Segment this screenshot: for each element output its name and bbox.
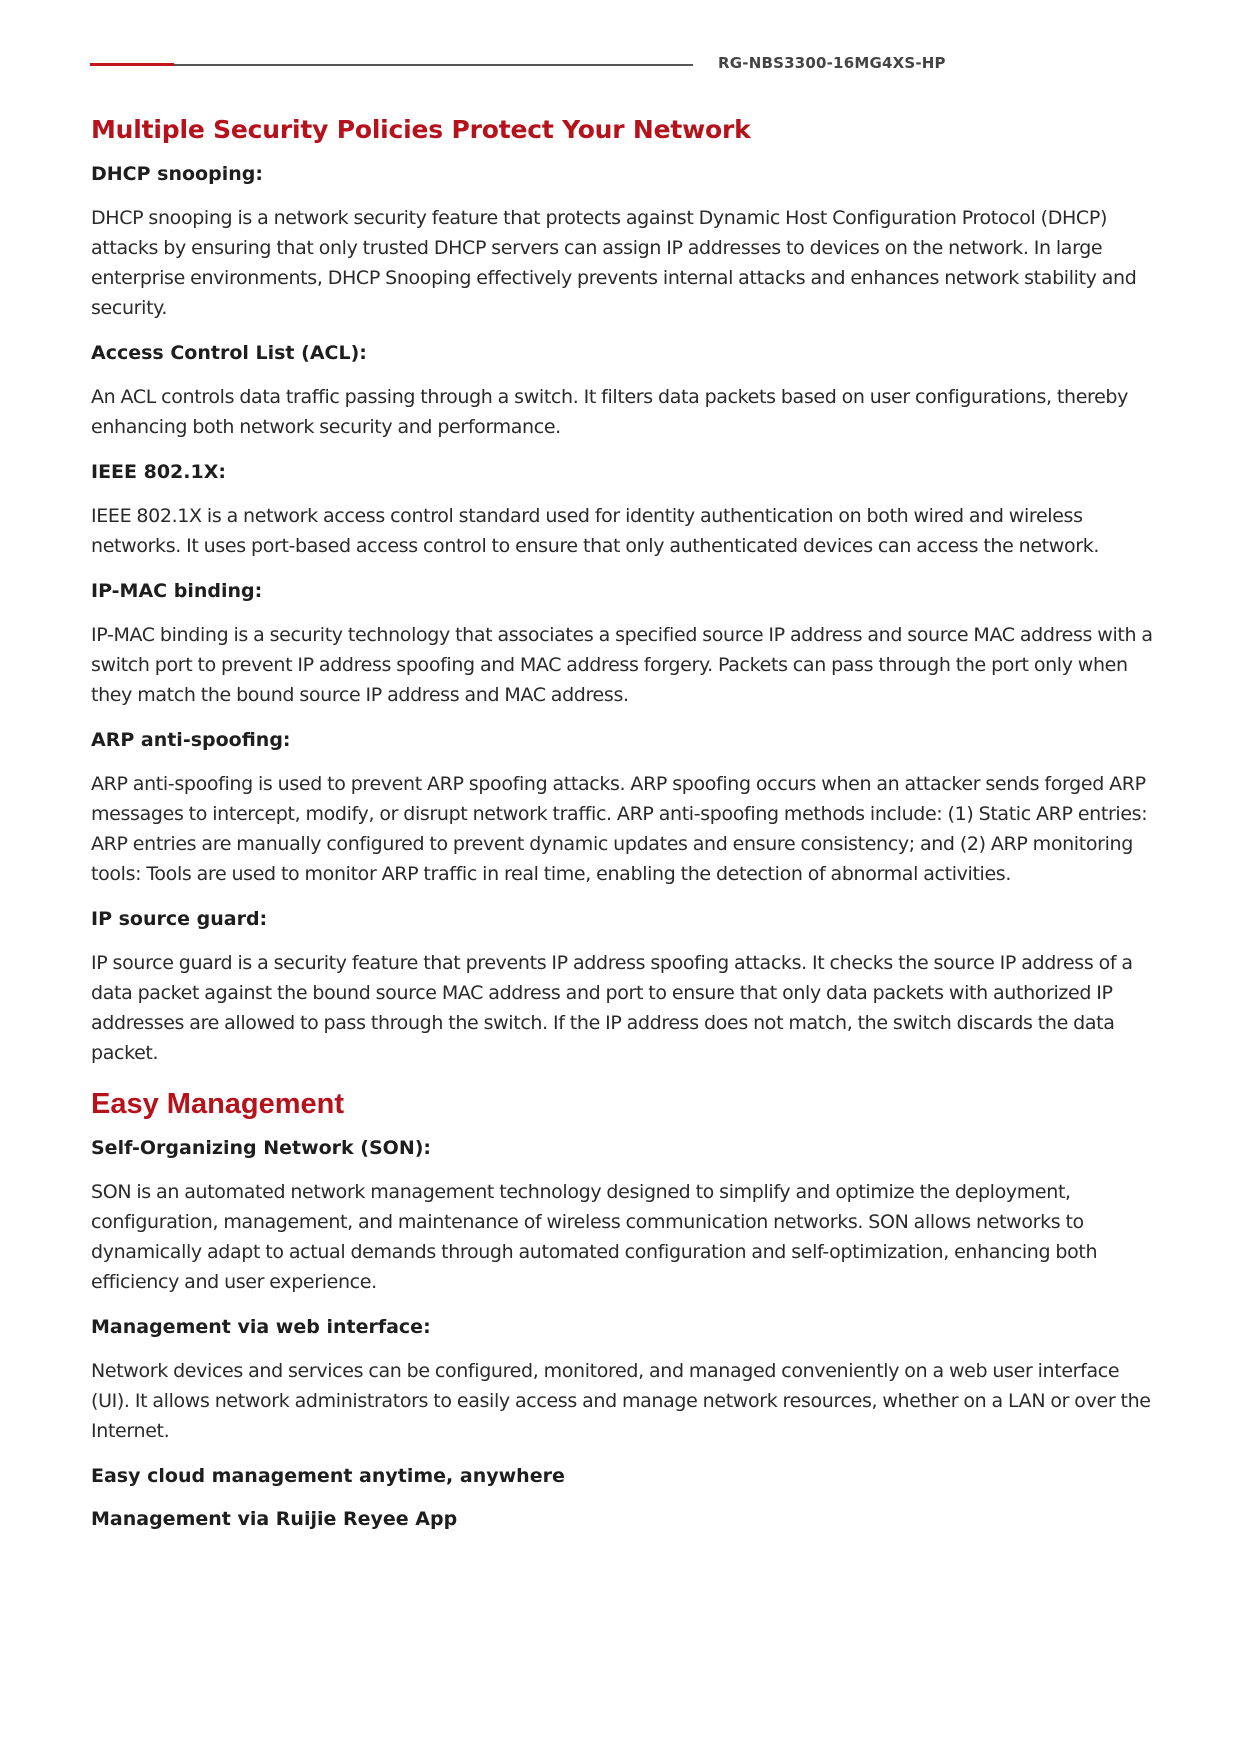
item-title-son: Self-Organizing Network (SON): <box>91 1137 431 1159</box>
item-body-ip-source-guard: IP source guard is a security feature that prevents IP address spoofing attacks. It checks the source IP address of a data packet against the bound source MAC address and port to ensure that only data packets with authorized IP addresses are allowed to pass through the switch. If the IP address does not match, the switch discards the data packet. <box>91 952 1133 1064</box>
section-title-easy-management: Easy Management <box>91 1088 345 1120</box>
page-header <box>90 50 946 80</box>
section-title-security: Multiple Security Policies Protect Your Network <box>91 115 751 144</box>
header-model-name: RG-NBS3300-16MG4XS-HP <box>718 54 946 72</box>
header-rule <box>90 64 693 66</box>
item-title-ip-source-guard: IP source guard: <box>91 908 268 930</box>
item-title-dhcp-snooping: DHCP snooping: <box>91 163 263 185</box>
item-body-dhcp-snooping: DHCP snooping is a network security feature that protects against Dynamic Host Configuration Protocol (DHCP) attacks by ensuring that only trusted DHCP servers can assign IP addresses to devices on the network. In large enterprise environments, DHCP Snooping effectively prevents internal attacks and enhances network stability and security. <box>91 207 1137 319</box>
header-accent-bar <box>90 63 174 66</box>
item-body-ip-mac-binding: IP-MAC binding is a security technology that associates a specified source IP address and source MAC address with a switch port to prevent IP address spoofing and MAC address forgery. Packets can pass through the port only when they match the bound source IP address and MAC address. <box>91 624 1153 706</box>
item-title-ieee-8021x: IEEE 802.1X: <box>91 461 226 483</box>
item-body-web-management: Network devices and services can be configured, monitored, and managed conveniently on a web user interface (UI). It allows network administrators to easily access and manage network resources, whether on a LAN or over the Internet. <box>91 1360 1151 1442</box>
item-title-ip-mac-binding: IP-MAC binding: <box>91 580 263 602</box>
item-title-acl: Access Control List (ACL): <box>91 342 367 364</box>
item-title-arp-anti-spoofing: ARP anti-spoofing: <box>91 729 291 751</box>
item-body-arp-anti-spoofing: ARP anti-spoofing is used to prevent ARP spoofing attacks. ARP spoofing occurs when an attacker sends forged ARP messages to intercept, modify, or disrupt network traffic. ARP anti-spoofing methods include: (1) Static ARP entries: ARP entries are manually configured to prevent dynamic updates and ensure consistency; and (2) ARP monitoring tools: Tools are used to monitor ARP traffic in real time, enabling the detection of abnormal activities. <box>91 773 1148 885</box>
item-title-web-management: Management via web interface: <box>91 1316 431 1338</box>
document-content <box>91 110 1161 1548</box>
item-body-ieee-8021x: IEEE 802.1X is a network access control standard used for identity authentication on both wired and wireless networks. It uses port-based access control to ensure that only authenticated devices can access the network. <box>91 505 1100 557</box>
item-body-acl: An ACL controls data traffic passing through a switch. It filters data packets based on user configurations, thereby enhancing both network security and performance. <box>91 386 1129 438</box>
item-title-cloud-management: Easy cloud management anytime, anywhere <box>91 1465 565 1487</box>
item-title-reyee-app: Management via Ruijie Reyee App <box>91 1508 458 1530</box>
item-body-son: SON is an automated network management technology designed to simplify and optimize the deployment, configuration, management, and maintenance of wireless communication networks. SON allows networks to dynamically adapt to actual demands through automated configuration and self-optimization, enhancing both efficiency and user experience. <box>91 1181 1098 1293</box>
